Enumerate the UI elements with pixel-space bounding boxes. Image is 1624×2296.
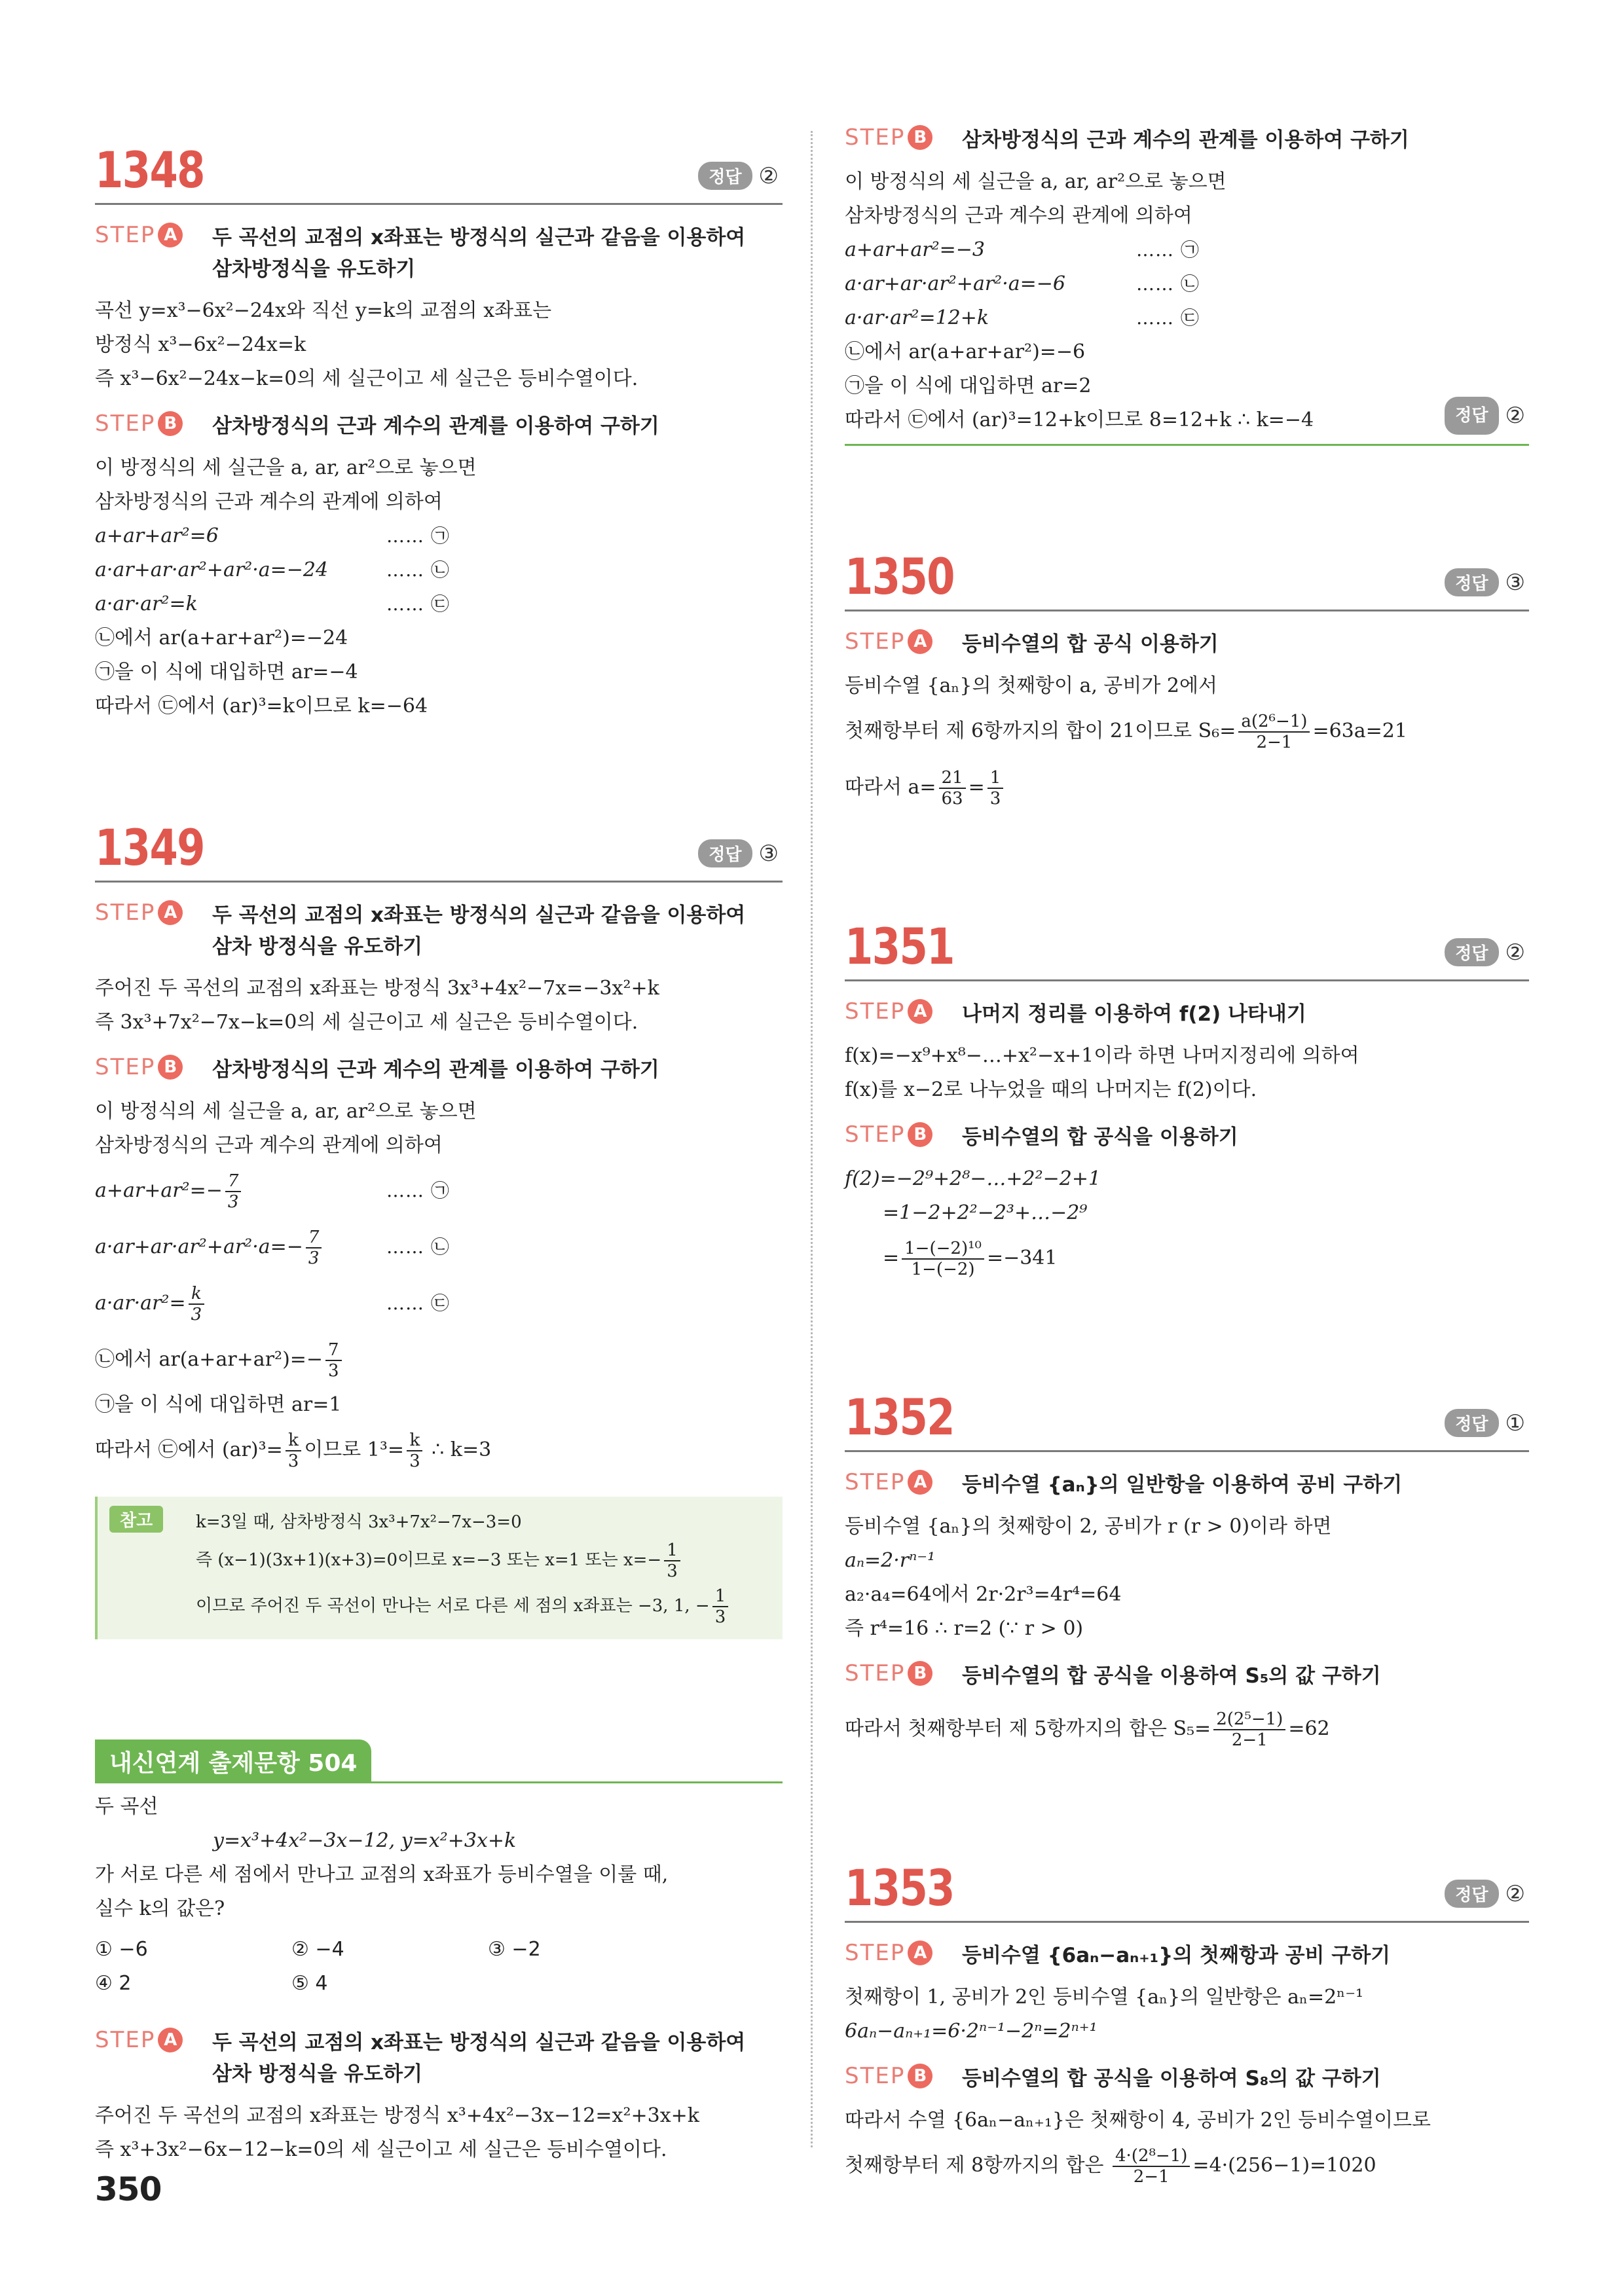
step-a xyxy=(845,998,1529,1030)
question-line: 두 곡선 xyxy=(95,1795,158,1818)
answer-badge: 정답 xyxy=(1445,1880,1498,1908)
solution-line: aₙ=2·rⁿ⁻¹ xyxy=(845,1549,936,1572)
step-title: 등비수열의 합 공식 이용하기 xyxy=(962,632,1219,656)
solution-line: a₂·a₄=64에서 2r·2r³=4r⁴=64 xyxy=(845,1583,1122,1606)
step-title: 삼차방정식의 근과 계수의 관계를 이용하여 구하기 xyxy=(212,414,659,438)
fraction: $\frac{7}{3}$ xyxy=(325,1340,342,1381)
fraction: $\frac{1}{3}$ xyxy=(664,1540,680,1581)
solution-line: 삼차방정식의 근과 계수의 관계에 의하여 xyxy=(95,490,443,513)
equation-ref: …… ㉠ xyxy=(386,525,450,547)
equation-row: a·ar·ar²= $\frac{k}{3}$ …… ㉢ xyxy=(95,1275,783,1332)
equation-ref: …… ㉠ xyxy=(386,1180,450,1201)
fraction: $\frac{\text{4·(2⁸−1)}}{2-1}$ xyxy=(1113,2146,1190,2187)
step-tag: STEP A xyxy=(95,222,210,248)
solution-line: 곡선 y=x³−6x²−24x와 직선 y=k의 교점의 x좌표는 xyxy=(95,299,552,322)
problem-number: 1349 xyxy=(95,818,204,877)
step-title: 두 곡선의 교점의 x좌표는 방정식의 실근과 같음을 이용하여 삼차방정식을 유도하기 xyxy=(212,226,746,281)
step-b xyxy=(95,410,783,442)
answer-badge: 정답 xyxy=(1445,397,1498,435)
solution-line: ㉡에서 ar(a+ar+ar²)=−24 xyxy=(95,627,348,649)
step-title: 등비수열 {aₙ}의 일반항을 이용하여 공비 구하기 xyxy=(962,1473,1403,1497)
solution-line: f(x)를 x−2로 나누었을 때의 나머지는 f(2)이다. xyxy=(845,1078,1257,1101)
solution-line: 주어진 두 곡선의 교점의 x좌표는 방정식 3x³+4x²−7x=−3x²+k xyxy=(95,977,659,1000)
solution-line: 즉 r⁴=16 ∴ r=2 (∵ r > 0) xyxy=(845,1617,1084,1640)
fraction: $\frac{k}{3}$ xyxy=(189,1284,205,1324)
answer-choices xyxy=(95,1933,783,2001)
answer-value: ② xyxy=(1505,403,1525,429)
solution-line: ㉠을 이 식에 대입하면 ar=−4 xyxy=(95,661,358,683)
step-b xyxy=(845,124,1529,156)
solution-line: 이 방정식의 세 실근을 a, ar, ar²으로 놓으면 xyxy=(95,456,477,479)
step-title: 등비수열의 합 공식을 이용하기 xyxy=(962,1125,1238,1149)
solution-line: 첫째항부터 제 8항까지의 합은 $\frac{\text{4·(2⁸−1)}}{2-1}$ =4·(256−1)=1020 xyxy=(845,2146,1376,2187)
step-tag: STEP B xyxy=(95,410,210,437)
solution-line: 이 방정식의 세 실근을 a, ar, ar²으로 놓으면 xyxy=(95,1100,477,1123)
equation-ref: …… ㉠ xyxy=(1136,239,1200,261)
answer-mark xyxy=(1445,938,1525,966)
solution-line: = $\frac{\text{1−(−2)¹⁰}}{1-(-2)}$ =−341 xyxy=(883,1239,1058,1279)
page-number: 350 xyxy=(95,2170,162,2208)
equation-row: a+ar+ar²=− $\frac{7}{3}$ …… ㉠ xyxy=(95,1163,783,1219)
answer-badge: 정답 xyxy=(698,839,752,867)
step-b xyxy=(845,1121,1529,1153)
choice: ① −6 xyxy=(95,1938,148,1961)
equation-row: a·ar·ar²=12+k …… ㉢ xyxy=(845,301,1529,335)
answer-badge: 정답 xyxy=(1445,1409,1498,1437)
note-line: 이므로 주어진 두 곡선이 만나는 서로 다른 세 점의 x좌표는 −3, 1, − $\frac{1}{3}$ xyxy=(196,1583,771,1629)
equation-ref: …… ㉡ xyxy=(386,1236,450,1258)
solution-line: 첫째항부터 제 6항까지의 합이 21이므로 S₆= $\frac{\text{a(2⁶−1)}}{2-1}$ =63a=21 xyxy=(845,712,1407,752)
equation-row: a·ar+ar·ar²+ar²·a=−6 …… ㉡ xyxy=(845,267,1529,301)
column-divider xyxy=(811,131,813,2147)
solution-line: 즉 3x³+7x²−7x−k=0의 세 실근이고 세 실근은 등비수열이다. xyxy=(95,1011,638,1034)
equation-ref: …… ㉡ xyxy=(386,559,450,581)
solution-line: 따라서 ㉢에서 (ar)³=k이므로 k=−64 xyxy=(95,695,428,718)
solution-line: 등비수열 {aₙ}의 첫째항이 a, 공비가 2에서 xyxy=(845,674,1217,697)
solution-line: ㉡에서 ar(a+ar+ar²)=−6 xyxy=(845,340,1086,363)
step-title: 삼차방정식의 근과 계수의 관계를 이용하여 구하기 xyxy=(212,1058,659,1082)
step-b xyxy=(845,2063,1529,2094)
step-tag: STEP A xyxy=(845,1469,959,1495)
solution-line: 따라서 ㉢에서 (ar)³= $\frac{k}{3}$ 이므로 1³= $\frac{k}{3}$ ∴ k=3 xyxy=(95,1430,492,1471)
step-tag: STEP A xyxy=(845,1940,959,1966)
solution-line: 삼차방정식의 근과 계수의 관계에 의하여 xyxy=(845,204,1192,227)
solution-line: 방정식 x³−6x²−24x=k xyxy=(95,333,306,356)
equation-row: a+ar+ar²=6 …… ㉠ xyxy=(95,519,783,553)
solution-line: 첫째항이 1, 공비가 2인 등비수열 {aₙ}의 일반항은 aₙ=2ⁿ⁻¹ xyxy=(845,1986,1364,2009)
solution-line: 즉 x³−6x²−24x−k=0의 세 실근이고 세 실근은 등비수열이다. xyxy=(95,367,638,390)
answer-badge: 정답 xyxy=(698,162,752,190)
step-title: 나머지 정리를 이용하여 f(2) 나타내기 xyxy=(962,1002,1306,1026)
step-tag: STEP B xyxy=(845,2063,959,2089)
step-a xyxy=(845,1940,1529,1971)
answer-mark xyxy=(698,839,779,867)
fraction: $\frac{k}{3}$ xyxy=(407,1430,423,1471)
step-tag: STEP A xyxy=(845,998,959,1025)
step-tag: STEP B xyxy=(95,1054,210,1080)
fraction: $\frac{7}{3}$ xyxy=(225,1171,242,1212)
exam-label: 내신연계 출제문항 504 xyxy=(95,1740,371,1783)
solution-line: 등비수열 {aₙ}의 첫째항이 2, 공비가 r (r > 0)이라 하면 xyxy=(845,1515,1332,1538)
exam-header xyxy=(95,1738,783,1783)
step-title: 등비수열의 합 공식을 이용하여 S₅의 값 구하기 xyxy=(962,1664,1381,1688)
answer-value: ③ xyxy=(758,840,779,867)
answer-value: ② xyxy=(758,162,779,189)
fraction: $\frac{\text{2(2⁵−1)}}{2-1}$ xyxy=(1213,1709,1285,1750)
question-line: 가 서로 다른 세 점에서 만나고 교점의 x좌표가 등비수열을 이룰 때, xyxy=(95,1863,669,1886)
equation-ref: …… ㉢ xyxy=(1136,307,1200,329)
answer-mark xyxy=(1445,1409,1525,1437)
choice: ③ −2 xyxy=(488,1938,541,1961)
solution-line: =1−2+2²−2³+…−2⁹ xyxy=(883,1201,1088,1224)
problem-1348-header xyxy=(95,131,783,205)
equation-ref: …… ㉡ xyxy=(1136,273,1200,295)
note-line: 즉 (x−1)(3x+1)(x+3)=0이므로 x=−3 또는 x=1 또는 x=− $\frac{1}{3}$ xyxy=(196,1537,771,1583)
note-tag: 참고 xyxy=(109,1506,163,1533)
step-a xyxy=(95,900,783,962)
problem-number: 1353 xyxy=(845,1859,954,1917)
solution-line: 주어진 두 곡선의 교점의 x좌표는 방정식 x³+4x²−3x−12=x²+3x+k xyxy=(95,2104,699,2127)
step-tag: STEP B xyxy=(845,1121,959,1148)
step-a xyxy=(845,1469,1529,1501)
step-tag: STEP B xyxy=(845,1660,959,1686)
fraction: $\frac{1}{3}$ xyxy=(987,768,1004,809)
step-b xyxy=(95,1054,783,1085)
problem-1350-header xyxy=(845,538,1529,611)
answer-value: ② xyxy=(1505,939,1525,966)
equation-ref: …… ㉢ xyxy=(386,593,450,615)
step-title: 삼차방정식의 근과 계수의 관계를 이용하여 구하기 xyxy=(962,128,1409,152)
note-box xyxy=(95,1497,783,1639)
solution-line: ㉠을 이 식에 대입하면 ar=1 xyxy=(95,1393,342,1416)
choice: ⑤ 4 xyxy=(291,1972,328,1995)
left-column xyxy=(95,131,783,2167)
answer-mark xyxy=(1445,1880,1525,1908)
equation-row: a·ar+ar·ar²+ar²·a=−24 …… ㉡ xyxy=(95,553,783,587)
problem-1353-header xyxy=(845,1849,1529,1923)
step-title: 두 곡선의 교점의 x좌표는 방정식의 실근과 같음을 이용하여 삼차 방정식을 유도하기 xyxy=(212,903,746,958)
problem-number: 1352 xyxy=(845,1388,954,1446)
problem-number: 1350 xyxy=(845,547,954,606)
solution-line: 삼차방정식의 근과 계수의 관계에 의하여 xyxy=(95,1134,443,1157)
step-title: 등비수열 {6aₙ−aₙ₊₁}의 첫째항과 공비 구하기 xyxy=(962,1944,1391,1967)
answer-mark xyxy=(698,162,779,190)
solution-line: 따라서 수열 {6aₙ−aₙ₊₁}은 첫째항이 4, 공비가 2인 등비수열이므로 xyxy=(845,2109,1431,2132)
step-tag: STEP A xyxy=(845,629,959,655)
step-a xyxy=(95,2027,783,2090)
solution-line: f(2)=−2⁹+2⁸−…+2²−2+1 xyxy=(845,1167,1101,1190)
problem-1352-header xyxy=(845,1378,1529,1452)
fraction: $\frac{21}{63}$ xyxy=(939,768,966,809)
solution-line: ㉠을 이 식에 대입하면 ar=2 xyxy=(845,374,1092,397)
problem-1349-header xyxy=(95,809,783,883)
fraction: $\frac{k}{3}$ xyxy=(286,1430,302,1471)
equation-row: a·ar+ar·ar²+ar²·a=− $\frac{7}{3}$ …… ㉡ xyxy=(95,1219,783,1275)
step-a xyxy=(845,629,1529,660)
choice: ④ 2 xyxy=(95,1972,132,1995)
note-line: k=3일 때, 삼차방정식 3x³+7x²−7x−3=0 xyxy=(196,1512,522,1532)
solution-line: 따라서 a= $\frac{21}{63}$ = $\frac{1}{3}$ xyxy=(845,759,1529,816)
step-tag: STEP A xyxy=(95,2027,210,2053)
step-a xyxy=(95,222,783,285)
solution-line: 따라서 첫째항부터 제 5항까지의 합은 S₅= $\frac{\text{2(2⁵−1)}}{2-1}$ =62 xyxy=(845,1709,1330,1750)
problem-number: 1351 xyxy=(845,917,954,975)
fraction: $\frac{7}{3}$ xyxy=(306,1228,322,1268)
solution-line: f(x)=−x⁹+x⁸−…+x²−x+1이라 하면 나머지정리에 의하여 xyxy=(845,1044,1359,1067)
problem-1351-header xyxy=(845,907,1529,981)
answer-badge: 정답 xyxy=(1445,938,1498,966)
step-tag: STEP B xyxy=(845,124,959,151)
solution-line: 이 방정식의 세 실근을 a, ar, ar²으로 놓으면 xyxy=(845,170,1227,193)
equation-ref: …… ㉢ xyxy=(386,1292,450,1314)
solution-line: 즉 x³+3x²−6x−12−k=0의 세 실근이고 세 실근은 등비수열이다. xyxy=(95,2138,667,2161)
right-column xyxy=(845,124,1529,2194)
answer-value: ② xyxy=(1505,1880,1525,1907)
choice: ② −4 xyxy=(291,1938,344,1961)
answer-value: ① xyxy=(1505,1410,1525,1436)
step-b xyxy=(845,1660,1529,1692)
step-tag: STEP A xyxy=(95,900,210,926)
solution-line: 따라서 ㉢에서 (ar)³=12+k이므로 8=12+k ∴ k=−4 정답 ② xyxy=(845,403,1529,446)
answer-mark xyxy=(1445,397,1525,435)
equation-row: a+ar+ar²=−3 …… ㉠ xyxy=(845,233,1529,267)
answer-badge: 정답 xyxy=(1445,568,1498,596)
fraction: $\frac{\text{1−(−2)¹⁰}}{1-(-2)}$ xyxy=(902,1239,984,1279)
problem-number: 1348 xyxy=(95,141,204,199)
question-line: y=x³+4x²−3x−12, y=x²+3x+k xyxy=(213,1829,517,1852)
fraction: $\frac{\text{a(2⁶−1)}}{2-1}$ xyxy=(1238,712,1310,752)
solution-line: 6aₙ−aₙ₊₁=6·2ⁿ⁻¹−2ⁿ=2ⁿ⁺¹ xyxy=(845,2020,1098,2043)
question-line: 실수 k의 값은? xyxy=(95,1897,225,1920)
answer-mark xyxy=(1445,568,1525,596)
equation-row: a·ar·ar²=k …… ㉢ xyxy=(95,587,783,621)
step-title: 등비수열의 합 공식을 이용하여 S₈의 값 구하기 xyxy=(962,2067,1381,2090)
answer-value: ③ xyxy=(1505,569,1525,596)
solution-line: ㉡에서 ar(a+ar+ar²)=− $\frac{7}{3}$ xyxy=(95,1332,783,1388)
fraction: $\frac{1}{3}$ xyxy=(712,1586,729,1627)
step-title: 두 곡선의 교점의 x좌표는 방정식의 실근과 같음을 이용하여 삼차 방정식을 유도하기 xyxy=(212,2031,746,2086)
